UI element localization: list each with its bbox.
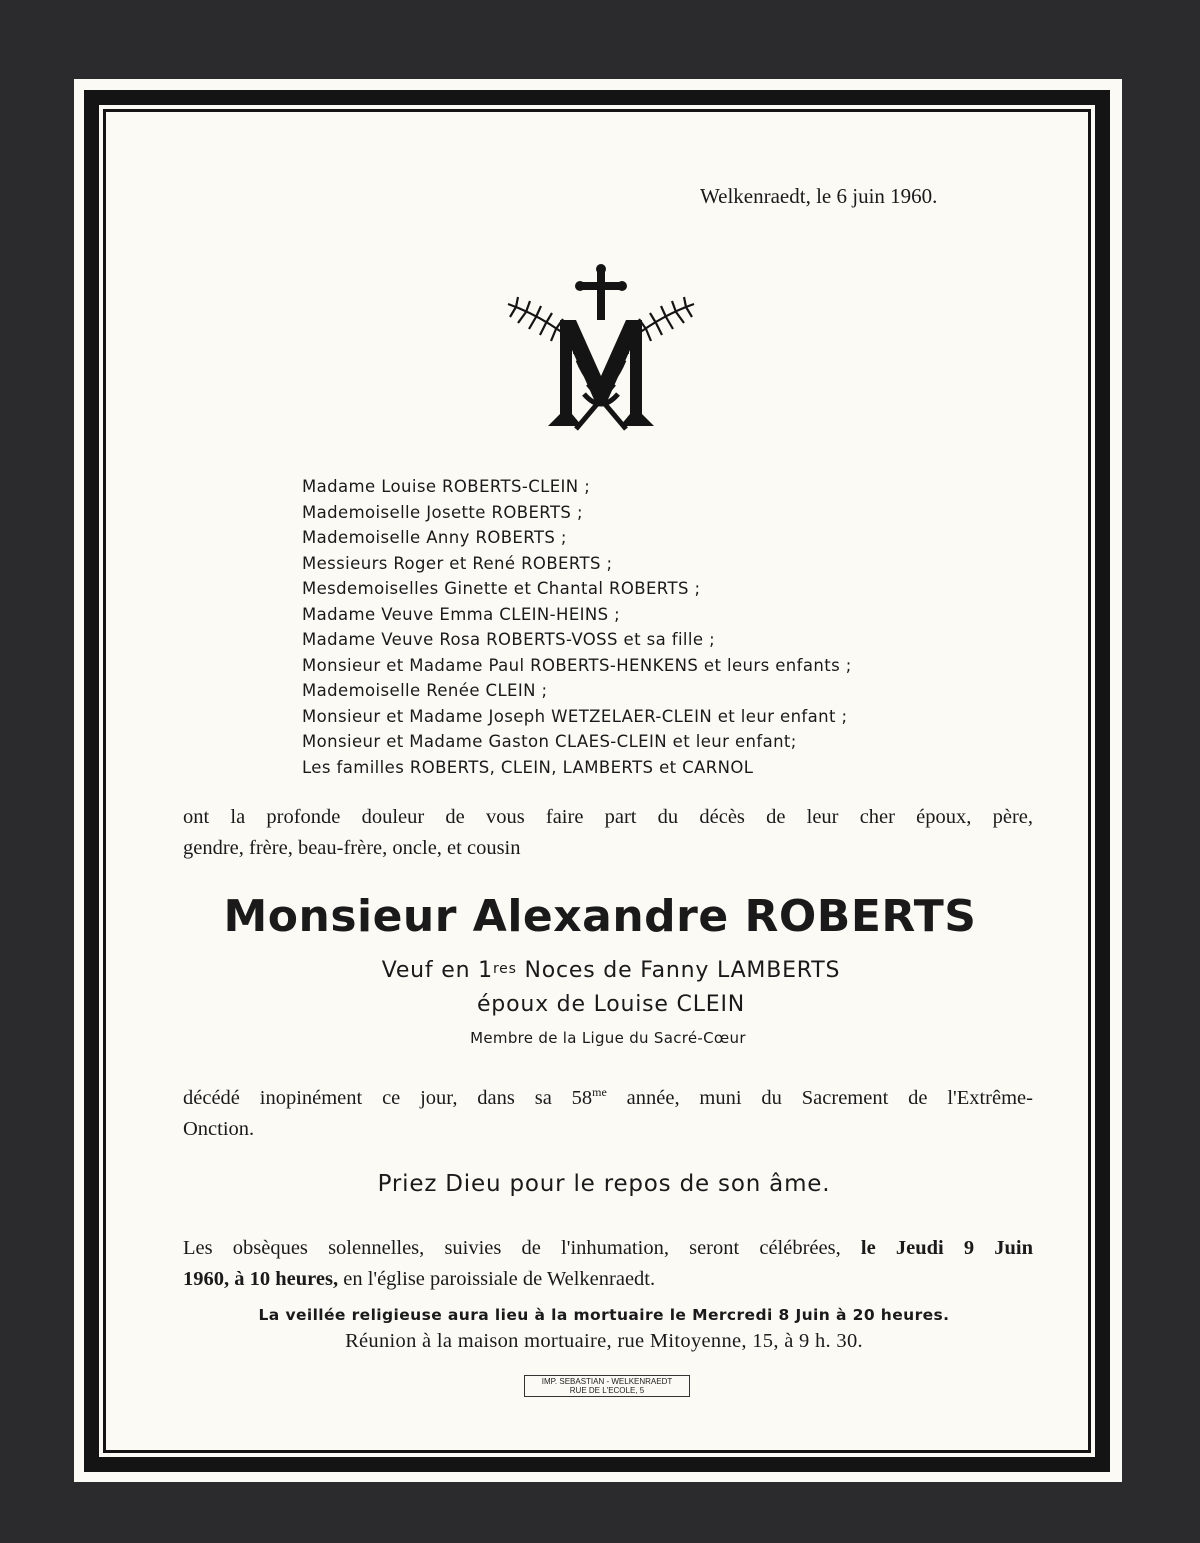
list-item: Les familles ROBERTS, CLEIN, LAMBERTS et CARNOL (302, 757, 754, 777)
list-item: Madame Louise ROBERTS-CLEIN ; (302, 477, 591, 496)
printer-stamp (524, 1375, 690, 1397)
announcement-line-2: gendre, frère, beau-frère, oncle, et cousin (183, 837, 521, 859)
reunion-line: Réunion à la maison mortuaire, rue Mitoyenne, 15, à 9 h. 30. (345, 1330, 863, 1352)
funeral-line-2: 1960, à 10 heures, en l'église paroissiale de Welkenraedt. (183, 1268, 656, 1290)
list-item: Monsieur et Madame Paul ROBERTS-HENKENS et leurs enfants ; (302, 655, 852, 675)
death-paragraph (183, 1083, 1033, 1145)
deceased-name: Monsieur Alexandre ROBERTS (223, 891, 977, 942)
mourners-list (302, 474, 982, 780)
membership-line: Membre de la Ligue du Sacré-Cœur (470, 1029, 746, 1047)
prayer-line: Priez Dieu pour le repos de son âme. (377, 1171, 831, 1197)
announcement-paragraph (183, 802, 1033, 864)
dateline: Welkenraedt, le 6 juin 1960. (700, 184, 938, 208)
marian-monogram-icon (496, 264, 706, 434)
list-item: Madame Veuve Emma CLEIN-HEINS ; (302, 604, 621, 624)
list-item: Mademoiselle Renée CLEIN ; (302, 681, 548, 700)
spouse-line: époux de Louise CLEIN (476, 992, 746, 1017)
list-item: Monsieur et Madame Gaston CLAES-CLEIN et leur enfant; (302, 732, 797, 751)
cross-icon (575, 264, 627, 320)
printer-line-2: RUE DE L'ECOLE, 5 (569, 1386, 645, 1395)
death-line-2: Onction. (183, 1118, 255, 1140)
funeral-paragraph (183, 1233, 1033, 1295)
list-item: Madame Veuve Rosa ROBERTS-VOSS et sa fille ; (302, 630, 716, 649)
announcement-line-1: ont la profonde douleur de vous faire part du décès de leur cher époux, père, (183, 806, 1033, 828)
printer-line-1: IMP. SEBASTIAN - WELKENRAEDT (541, 1377, 673, 1386)
widower-line: Veuf en 1res Noces de Fanny LAMBERTS (381, 958, 841, 983)
list-item: Monsieur et Madame Joseph WETZELAER-CLEIN et leur enfant ; (302, 706, 848, 726)
list-item: Mademoiselle Josette ROBERTS ; (302, 502, 583, 522)
death-line-1: décédé inopinément ce jour, dans sa $58^{me}$ année, muni du Sacrement de l'Extrême- (183, 1085, 1033, 1109)
vigil-line: La veillée religieuse aura lieu à la mortuaire le Mercredi 8 Juin à 20 heures. (258, 1306, 950, 1324)
list-item: Messieurs Roger et René ROBERTS ; (302, 553, 613, 573)
list-item: Mademoiselle Anny ROBERTS ; (302, 528, 567, 547)
funeral-line-1: Les obsèques solennelles, suivies de l'inhumation, seront célébrées, le Jeudi 9 Juin (183, 1237, 1034, 1259)
list-item: Mesdemoiselles Ginette et Chantal ROBERTS ; (302, 579, 701, 598)
